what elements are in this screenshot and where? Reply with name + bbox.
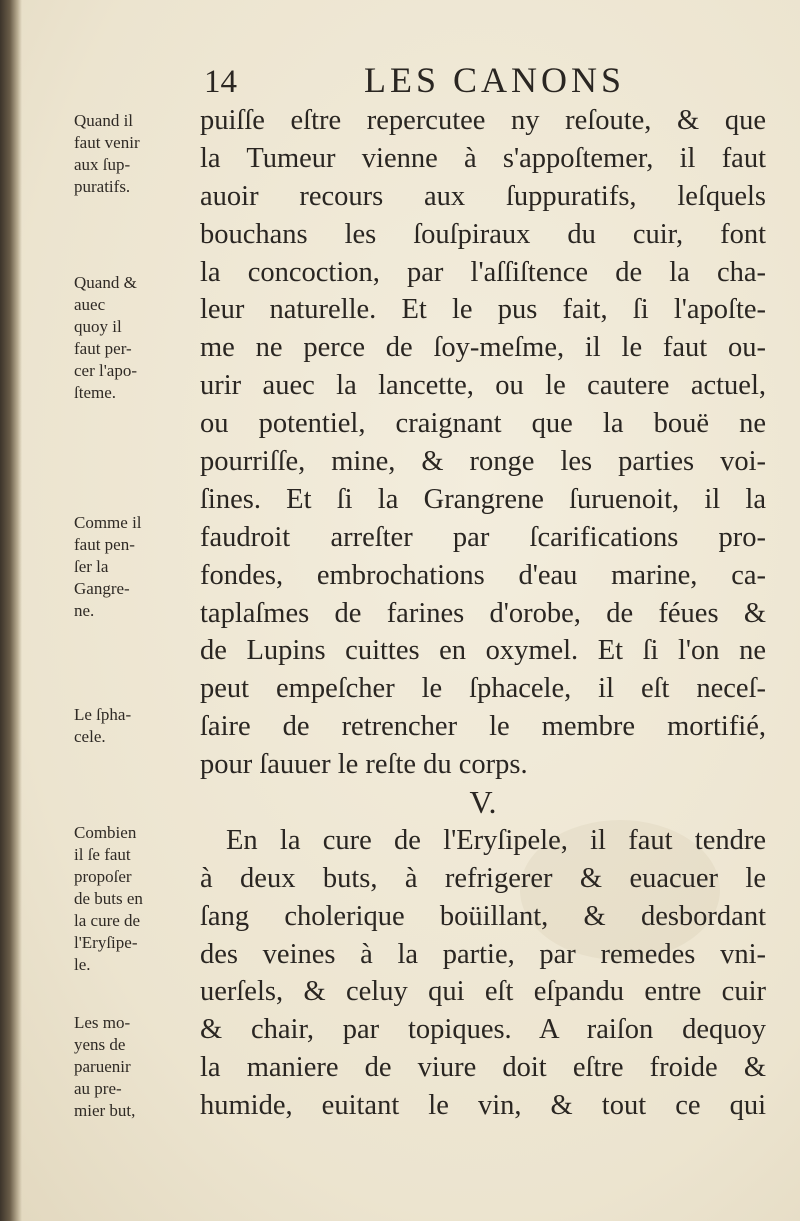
margin-note-line: Le ſpha- <box>74 705 132 724</box>
text-line: peut empeſcher le ſphacele, il eſt neceſ- <box>200 673 766 705</box>
margin-note-line: Les mo- <box>74 1013 131 1032</box>
text-line: uerſels, & celuy qui eſt eſpandu entre cuir <box>200 976 766 1008</box>
text-line: puiſſe eſtre repercutee ny reſoute, & que <box>200 105 766 136</box>
margin-note <box>74 110 192 198</box>
text-line: me ne perce de ſoy-meſme, il le faut ou- <box>200 332 766 364</box>
margin-note-line: il ſe faut <box>74 845 131 864</box>
margin-note-line: l'Eryſipe- <box>74 933 138 952</box>
text-line: des veines à la partie, par remedes vni- <box>200 938 766 970</box>
text-line: la maniere de viure doit eſtre froide & <box>200 1052 766 1084</box>
text-line: faudroit arreſter par ſcarifications pro- <box>200 521 766 553</box>
text-line: la Tumeur vienne à s'appoſtemer, il faut <box>200 142 766 174</box>
running-head: LES CANONS <box>364 60 626 100</box>
margin-note <box>74 822 192 976</box>
margin-note-line: quoy il <box>74 317 122 336</box>
text-line: auoir recours aux ſuppuratifs, leſquels <box>200 180 766 212</box>
text-line: leur naturelle. Et le pus fait, ſi l'apoſte- <box>200 294 766 326</box>
text-line: urir auec la lancette, ou le cautere actuel, <box>200 370 766 402</box>
main-text <box>200 102 766 1125</box>
margin-note-line: de buts en <box>74 889 143 908</box>
text-line: ſaire de retrencher le membre mortifié, <box>200 711 766 743</box>
margin-note-line: paruenir <box>74 1057 131 1076</box>
margin-note-line: faut per- <box>74 339 132 358</box>
margin-note-line: la cure de <box>74 911 141 930</box>
text-line: taplaſmes de farines d'orobe, de féues & <box>200 597 766 629</box>
margin-note-line: faut pen- <box>74 535 135 554</box>
margin-note-line: Comme il <box>74 513 142 532</box>
page-header <box>200 58 760 104</box>
margin-note-line: aux ſup- <box>74 155 131 174</box>
section-heading: V. <box>469 784 497 821</box>
text-line: bouchans les ſouſpiraux du cuir, font <box>200 218 766 250</box>
margin-note <box>74 272 192 404</box>
margin-note-line: mier but, <box>74 1101 136 1120</box>
margin-note-line: cele. <box>74 727 106 746</box>
margin-note-line: ſer la <box>74 557 109 576</box>
text-line: de Lupins cuittes en oxymel. Et ſi l'on ne <box>200 635 766 667</box>
margin-note-line: propoſer <box>74 867 132 886</box>
margin-note-line: Combien <box>74 823 137 842</box>
text-line: pour ſauuer le reſte du corps. <box>200 749 528 781</box>
margin-note-line: Quand il <box>74 111 134 130</box>
margin-note-line: cer l'apo- <box>74 361 137 380</box>
margin-note-line: ſteme. <box>74 383 117 402</box>
margin-note-line: Quand & <box>74 273 137 292</box>
book-binding-shadow <box>0 0 22 1221</box>
margin-note <box>74 512 192 622</box>
margin-note-line: ne. <box>74 601 95 620</box>
text-line: ſines. Et ſi la Grangrene ſuruenoit, il la <box>200 483 766 515</box>
text-line: pourriſſe, mine, & ronge les parties voi- <box>200 446 766 478</box>
text-line: la concoction, par l'aſſiſtence de la cha- <box>200 256 766 288</box>
margin-note <box>74 704 192 748</box>
margin-note-line: au pre- <box>74 1079 122 1098</box>
text-line: & chair, par topiques. A raiſon dequoy <box>200 1014 766 1046</box>
margin-note-line: faut venir <box>74 133 140 152</box>
text-line: ou potentiel, craignant que la bouë ne <box>200 408 766 440</box>
margin-note-line: le. <box>74 955 91 974</box>
page-number: 14 <box>204 64 237 100</box>
text-line: à deux buts, à refrigerer & euacuer le <box>200 862 766 894</box>
text-line: En la cure de l'Eryſipele, il faut tendre <box>226 824 766 856</box>
margin-note-line: Gangre- <box>74 579 130 598</box>
margin-note-line: puratifs. <box>74 177 131 196</box>
text-line: humide, euitant le vin, & tout ce qui <box>200 1090 766 1122</box>
margin-note-line: yens de <box>74 1035 126 1054</box>
margin-note-line: auec <box>74 295 106 314</box>
margin-note <box>74 1012 192 1122</box>
text-line: fondes, embrochations d'eau marine, ca- <box>200 559 766 591</box>
text-line: ſang cholerique boüillant, & desbordant <box>200 900 766 932</box>
